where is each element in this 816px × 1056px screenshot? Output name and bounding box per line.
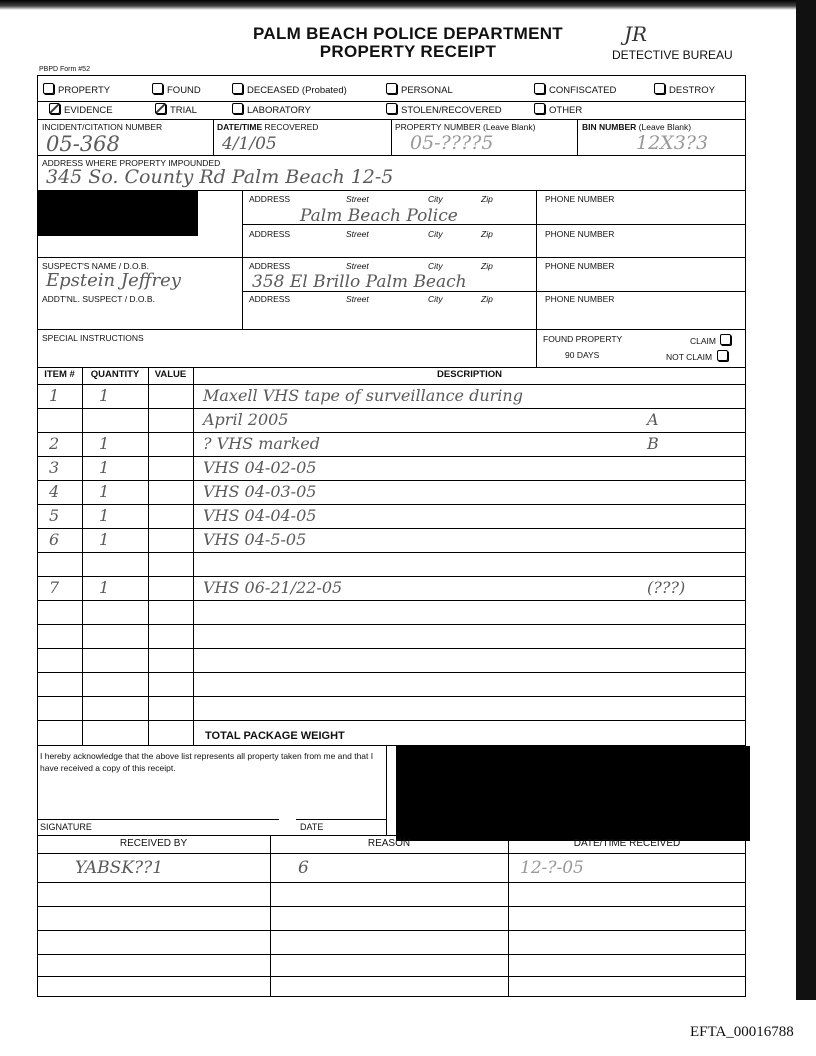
checkbox-box[interactable] — [232, 83, 243, 94]
checkbox-property[interactable] — [43, 83, 110, 96]
quantity-cell[interactable]: 1 — [99, 506, 110, 525]
item-cell[interactable]: 3 — [49, 458, 60, 477]
description-cell[interactable]: VHS 06-21/22-05 — [203, 578, 343, 597]
addl-suspect-label: ADDT'NL. SUSPECT / D.O.B. — [42, 294, 155, 304]
date-recovered-label: DATE/TIME RECOVERED — [217, 122, 319, 132]
found-property-label: FOUND PROPERTY — [543, 334, 623, 344]
incident-number-value[interactable]: 05-368 — [46, 132, 120, 156]
checkbox-label: STOLEN/RECOVERED — [401, 105, 502, 116]
checkbox-deceased-probated[interactable] — [232, 83, 347, 96]
checkbox-box[interactable] — [386, 83, 397, 94]
checkbox-label: FOUND — [167, 85, 201, 96]
checkbox-label: PERSONAL — [401, 85, 453, 96]
item-cell[interactable]: 7 — [49, 578, 60, 597]
property-number-label: PROPERTY NUMBER (Leave Blank) — [395, 122, 536, 132]
suspect-name-value[interactable]: Epstein Jeffrey — [46, 270, 181, 291]
row-divider — [37, 672, 746, 673]
table-row — [37, 456, 746, 480]
city-label: City — [428, 194, 443, 204]
street-label-4: Street — [346, 294, 369, 304]
checkbox-box[interactable] — [49, 103, 60, 114]
phone-label-2: PHONE NUMBER — [545, 229, 615, 239]
city-label-3: City — [428, 261, 443, 271]
checkbox-stolen-recovered[interactable] — [386, 103, 502, 116]
table-row — [37, 576, 746, 600]
checkbox-label: OTHER — [549, 105, 583, 116]
checkbox-confiscated[interactable] — [534, 83, 616, 96]
address-label-4: ADDRESS — [249, 294, 291, 304]
zip-label: Zip — [481, 194, 493, 204]
description-cell[interactable]: VHS 04-04-05 — [203, 506, 317, 525]
checkbox-label: PROPERTY — [58, 85, 111, 96]
checkbox-label: TRIAL — [170, 105, 197, 116]
special-instructions-label: SPECIAL INSTRUCTIONS — [42, 333, 144, 343]
zip-label-3: Zip — [481, 261, 493, 271]
checkbox-label: DESTROY — [669, 85, 715, 96]
description-col-header: DESCRIPTION — [437, 369, 502, 380]
checkbox-other[interactable] — [534, 103, 582, 116]
item-cell[interactable]: 4 — [49, 482, 60, 501]
row-divider — [37, 624, 746, 625]
quantity-cell[interactable]: 1 — [99, 482, 110, 501]
item-cell[interactable]: 2 — [49, 434, 60, 453]
acknowledgement-text: I hereby acknowledge that the above list represents all property taken from me and that I have received a copy of this receipt. — [40, 751, 374, 773]
checkbox-box[interactable] — [155, 103, 166, 114]
zip-label-4: Zip — [481, 294, 493, 304]
table-row — [37, 432, 746, 456]
bureau-stamp: DETECTIVE BUREAU — [612, 48, 733, 62]
checkbox-found[interactable] — [152, 83, 201, 96]
checkbox-box[interactable] — [534, 83, 545, 94]
quantity-cell[interactable]: 1 — [99, 458, 110, 477]
extra-cell[interactable]: B — [647, 434, 659, 453]
form-subtitle: PROPERTY RECEIPT — [319, 42, 497, 61]
item-col-header: ITEM # — [44, 369, 75, 380]
checkbox-destroy[interactable] — [654, 83, 715, 96]
quantity-cell[interactable]: 1 — [99, 434, 110, 453]
description-cell[interactable]: VHS 04-5-05 — [203, 530, 307, 549]
scan-top-edge — [0, 0, 816, 10]
address-impounded-value[interactable]: 345 So. County Rd Palm Beach 12-5 — [46, 166, 394, 188]
address-impounded-label: ADDRESS WHERE PROPERTY IMPOUNDED — [42, 158, 221, 168]
phone-label: PHONE NUMBER — [545, 194, 615, 204]
phone-label-4: PHONE NUMBER — [545, 294, 615, 304]
date-recovered-value[interactable]: 4/1/05 — [222, 134, 277, 154]
phone-label-3: PHONE NUMBER — [545, 261, 615, 271]
address-label: ADDRESS — [249, 194, 291, 204]
signature-date-label: DATE — [300, 822, 324, 832]
checkbox-label: CONFISCATED — [549, 85, 617, 96]
description-cell[interactable]: VHS 04-02-05 — [203, 458, 317, 477]
checkbox-personal[interactable] — [386, 83, 453, 96]
quantity-col-header: QUANTITY — [90, 369, 140, 380]
checkbox-label: DECEASED (Probated) — [247, 85, 347, 96]
description-cell[interactable]: ? VHS marked — [203, 434, 320, 453]
row-divider — [37, 648, 746, 649]
scan-right-edge — [796, 0, 816, 1000]
date-received-value[interactable]: 12-?-05 — [520, 858, 584, 878]
table-row — [37, 480, 746, 504]
incident-label: INCIDENT/CITATION NUMBER — [42, 122, 163, 132]
checkbox-label: EVIDENCE — [64, 105, 113, 116]
reason-value[interactable]: 6 — [298, 858, 309, 878]
checkbox-box[interactable] — [386, 103, 397, 114]
street-label-3: Street — [346, 261, 369, 271]
extra-cell[interactable]: (???) — [647, 578, 686, 597]
checkbox-box[interactable] — [232, 103, 243, 114]
table-row — [37, 504, 746, 528]
row-divider — [37, 600, 746, 601]
victim-address-value[interactable]: Palm Beach Police — [300, 206, 458, 226]
date-received-header: DATE/TIME RECEIVED — [573, 838, 681, 849]
table-row — [37, 552, 746, 576]
item-cell[interactable]: 1 — [49, 386, 60, 405]
property-number-value[interactable]: 05-????5 — [410, 132, 494, 154]
quantity-cell[interactable]: 1 — [99, 530, 110, 549]
form-title: PALM BEACH POLICE DEPARTMENT — [253, 24, 563, 43]
checkbox-evidence[interactable] — [49, 103, 113, 116]
redaction-block — [37, 190, 198, 236]
document-id: EFTA_00016788 — [690, 1024, 794, 1040]
not-claim-checkbox[interactable]: NOT CLAIM — [666, 350, 728, 362]
table-row — [37, 408, 746, 432]
description-cell[interactable]: April 2005 — [203, 410, 289, 429]
street-label-2: Street — [346, 229, 369, 239]
reason-header: REASON — [367, 838, 411, 849]
received-by-value[interactable]: YABSK??1 — [75, 858, 164, 878]
table-row — [37, 384, 746, 408]
street-label: Street — [346, 194, 369, 204]
checkbox-box[interactable] — [534, 103, 545, 114]
city-label-4: City — [428, 294, 443, 304]
row-divider — [37, 720, 746, 721]
ninety-days-label: 90 DAYS — [565, 350, 600, 360]
quantity-cell[interactable]: 1 — [99, 578, 110, 597]
checkbox-laboratory[interactable] — [232, 103, 311, 116]
suspect-label: SUSPECT'S NAME / D.O.B. — [42, 261, 149, 271]
zip-label-2: Zip — [481, 229, 493, 239]
address-label-3: ADDRESS — [249, 261, 291, 271]
bin-number-label: BIN NUMBER (Leave Blank) — [582, 122, 692, 132]
table-row — [37, 528, 746, 552]
form-number: PBPD Form #52 — [39, 66, 90, 73]
claim-checkbox[interactable]: CLAIM — [690, 334, 731, 346]
item-cell[interactable]: 5 — [49, 506, 60, 525]
redaction-block-2 — [396, 746, 750, 841]
extra-cell[interactable]: A — [647, 410, 659, 429]
item-cell[interactable]: 6 — [49, 530, 60, 549]
checkbox-label: LABORATORY — [247, 105, 311, 116]
description-cell[interactable]: VHS 04-03-05 — [203, 482, 317, 501]
items-header — [37, 367, 746, 384]
description-cell[interactable]: Maxell VHS tape of surveillance during — [203, 386, 523, 405]
checkbox-box[interactable] — [152, 83, 163, 94]
quantity-cell[interactable]: 1 — [99, 386, 110, 405]
bin-number-value[interactable]: 12X3?3 — [636, 132, 709, 154]
received-by-header: RECEIVED BY — [119, 838, 188, 849]
suspect-address-value[interactable]: 358 El Brillo Palm Beach — [252, 272, 467, 292]
row-divider — [37, 696, 746, 697]
signature-label: SIGNATURE — [40, 822, 92, 832]
address-label-2: ADDRESS — [249, 229, 291, 239]
value-col-header: VALUE — [154, 369, 187, 380]
city-label-2: City — [428, 229, 443, 239]
total-weight-label: TOTAL PACKAGE WEIGHT — [205, 730, 345, 742]
initials-scribble: JR — [624, 22, 648, 46]
checkbox-box[interactable] — [654, 83, 665, 94]
checkbox-trial[interactable] — [155, 103, 197, 116]
checkbox-box[interactable] — [43, 83, 54, 94]
